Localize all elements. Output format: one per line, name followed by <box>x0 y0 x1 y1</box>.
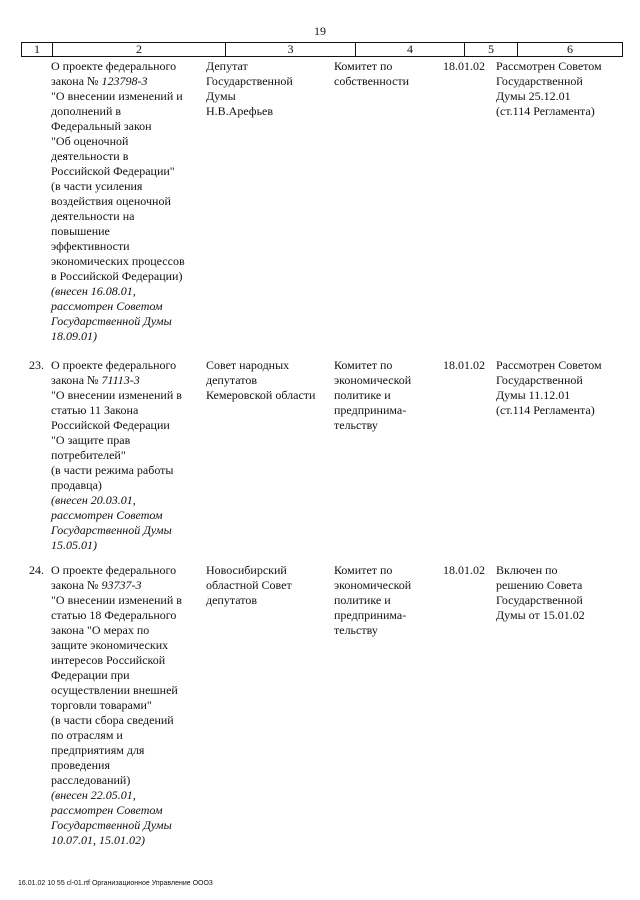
bill-status <box>496 358 621 418</box>
text-line: (в части усиления <box>51 179 143 193</box>
text-line: О проекте федерального <box>51 563 177 577</box>
text-line: расследований) <box>51 773 131 787</box>
submission-info-line: рассмотрен Советом <box>51 508 163 522</box>
text-line: осуществлении внешней <box>51 683 178 697</box>
text-line: Российской Федерации" <box>51 164 175 178</box>
text-line: собственности <box>334 74 410 88</box>
text-line: "О внесении изменений и <box>51 89 183 103</box>
submission-info-line: (внесен 22.05.01, <box>51 788 136 802</box>
text-line: Комитет по <box>334 358 393 372</box>
submission-info-line: 18.09.01) <box>51 329 97 343</box>
text-line: Думы от 15.01.02 <box>496 608 585 622</box>
text-line: Совет народных <box>206 358 290 372</box>
text-line: Рассмотрен Советом <box>496 358 602 372</box>
text-line: "О внесении изменений в <box>51 593 182 607</box>
row-number: 23. <box>29 358 44 372</box>
text-line: Государственной <box>496 593 583 607</box>
text-line: Рассмотрен Советом <box>496 59 602 73</box>
submission-info-line: 15.05.01) <box>51 538 97 552</box>
print-footer: 16.01.02 10 55 cl-01.rtf Организационное Управление ООО3 <box>18 880 213 887</box>
text-line: областной Совет <box>206 578 292 592</box>
bill-author <box>206 563 331 608</box>
bill-number-line: закона № 93737-3 <box>51 578 142 592</box>
submission-info-line: Государственной Думы <box>51 818 172 832</box>
column-header-5: 5 <box>465 43 518 56</box>
text-line: тельству <box>334 623 378 637</box>
text-line: экономической <box>334 373 412 387</box>
text-line: Думы 25.12.01 <box>496 89 571 103</box>
bill-number-line: закона № 71113-3 <box>51 373 140 387</box>
text-line: Включен по <box>496 563 558 577</box>
text-line: продавца) <box>51 478 102 492</box>
bill-title <box>51 59 201 344</box>
text-line: предпринима- <box>334 608 407 622</box>
text-line: потребителей" <box>51 448 126 462</box>
text-line: (в части сбора сведений <box>51 713 174 727</box>
decision-date: 18.01.02 <box>443 358 485 372</box>
column-header-2: 2 <box>53 43 226 56</box>
text-line: (ст.114 Регламента) <box>496 403 595 417</box>
decision-date: 18.01.02 <box>443 59 485 73</box>
text-line: деятельности в <box>51 149 129 163</box>
column-header-4: 4 <box>356 43 465 56</box>
text-line: политике и <box>334 388 391 402</box>
text-line: в Российской Федерации) <box>51 269 183 283</box>
text-line: Государственной <box>206 74 293 88</box>
text-line: интересов Российской <box>51 653 166 667</box>
text-line: "Об оценочной <box>51 134 129 148</box>
text-line: защите экономических <box>51 638 169 652</box>
column-header-6: 6 <box>567 42 573 56</box>
submission-info-line: рассмотрен Советом <box>51 803 163 817</box>
submission-info-line: (внесен 20.03.01, <box>51 493 136 507</box>
text-line: закона "О мерах по <box>51 623 150 637</box>
text-line: по отраслям и <box>51 728 123 742</box>
text-line: Депутат <box>206 59 248 73</box>
text-line: Российской Федерации <box>51 418 170 432</box>
text-line: (ст.114 Регламента) <box>496 104 595 118</box>
text-line: Государственной <box>496 373 583 387</box>
text-line: эффективности <box>51 239 130 253</box>
text-line: Думы 11.12.01 <box>496 388 571 402</box>
page-number: 19 <box>314 24 326 38</box>
bill-author <box>206 59 331 119</box>
text-line: статью 18 Федерального <box>51 608 177 622</box>
submission-info-line: (внесен 16.08.01, <box>51 284 136 298</box>
text-line: Федерации при <box>51 668 130 682</box>
text-line: Государственной <box>496 74 583 88</box>
text-line: предприятиям для <box>51 743 145 757</box>
text-line: Комитет по <box>334 59 393 73</box>
text-line: экономических процессов <box>51 254 185 268</box>
text-line: статью 11 Закона <box>51 403 139 417</box>
text-line: О проекте федерального <box>51 59 177 73</box>
text-line: Н.В.Арефьев <box>206 104 274 118</box>
submission-info-line: Государственной Думы <box>51 314 172 328</box>
text-line: торговли товарами" <box>51 698 152 712</box>
text-line: повышение <box>51 224 110 238</box>
text-line: депутатов <box>206 593 258 607</box>
text-line: экономической <box>334 578 412 592</box>
text-line: депутатов <box>206 373 258 387</box>
submission-info-line: 10.07.01, 15.01.02) <box>51 833 145 847</box>
text-line: предпринима- <box>334 403 407 417</box>
column-header-3: 3 <box>226 43 356 56</box>
submission-info-line: Государственной Думы <box>51 523 172 537</box>
bill-number-line: закона № 123798-3 <box>51 74 148 88</box>
bill-status <box>496 563 621 623</box>
text-line: Комитет по <box>334 563 393 577</box>
table-header <box>21 42 623 57</box>
responsible-committee <box>334 358 439 433</box>
column-header-1: 1 <box>22 43 53 56</box>
text-line: Думы <box>206 89 236 103</box>
decision-date: 18.01.02 <box>443 563 485 577</box>
text-line: воздействия оценочной <box>51 194 171 208</box>
text-line: "О защите прав <box>51 433 131 447</box>
bill-title <box>51 358 201 553</box>
text-line: О проекте федерального <box>51 358 177 372</box>
responsible-committee <box>334 563 439 638</box>
submission-info-line: рассмотрен Советом <box>51 299 163 313</box>
row-number: 24. <box>29 563 44 577</box>
text-line: Федеральный закон <box>51 119 152 133</box>
text-line: тельству <box>334 418 378 432</box>
text-line: "О внесении изменений в <box>51 388 182 402</box>
responsible-committee <box>334 59 439 89</box>
text-line: проведения <box>51 758 110 772</box>
bill-status <box>496 59 621 119</box>
text-line: деятельности на <box>51 209 135 223</box>
bill-author <box>206 358 331 403</box>
text-line: Кемеровской области <box>206 388 316 402</box>
text-line: решению Совета <box>496 578 583 592</box>
bill-title <box>51 563 201 848</box>
text-line: политике и <box>334 593 391 607</box>
text-line: дополнений в <box>51 104 122 118</box>
text-line: (в части режима работы <box>51 463 174 477</box>
text-line: Новосибирский <box>206 563 287 577</box>
